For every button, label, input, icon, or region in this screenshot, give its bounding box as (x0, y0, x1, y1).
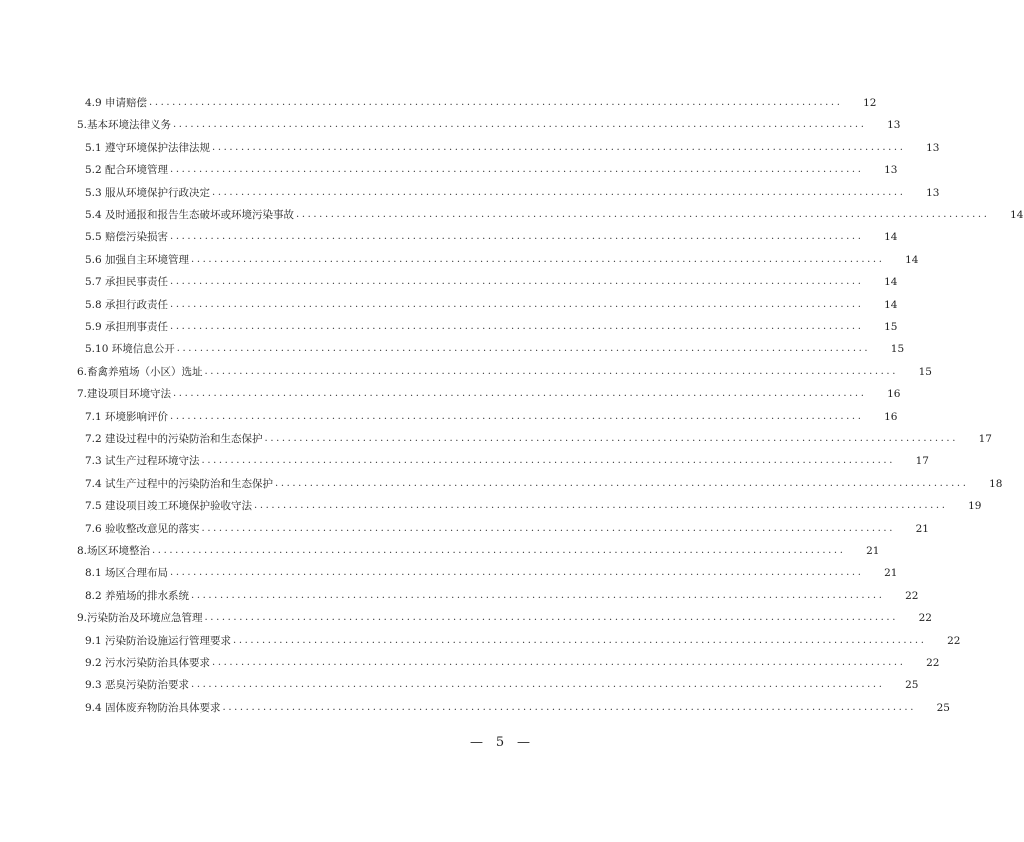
toc-entry-page: 14 (884, 298, 898, 311)
toc-entry-page: 13 (887, 119, 901, 132)
toc-entry-page: 14 (905, 253, 919, 266)
toc-dot-leader: ........................................................................................................................ (191, 589, 885, 601)
toc-dot-leader: ........................................................................................................................ (170, 410, 864, 422)
toc-entry-title: 6.畜禽养殖场（小区）选址 (77, 365, 203, 378)
toc-entry (0, 473, 1003, 491)
toc-entry-title: 5.5 赔偿污染损害 (85, 231, 169, 244)
toc-entry-page: 13 (884, 164, 898, 177)
toc-entry-page: 22 (947, 634, 961, 647)
toc-entry-title: 5.9 承担刑事责任 (85, 321, 169, 333)
toc-entry-title: 5.10 环境信息公开 (85, 343, 175, 356)
toc-entry (0, 450, 929, 468)
toc-entry (0, 316, 898, 334)
toc-dot-leader: ........................................................................................................................ (176, 343, 871, 355)
page-number: 5 (495, 735, 505, 750)
toc-dot-leader: ........................................................................................................................ (170, 298, 864, 310)
toc-entry-title: 5.1 遵守环境保护法律法规 (85, 141, 211, 154)
toc-entry-title: 7.2 建设过程中的污染防治和生态保护 (85, 433, 263, 445)
toc-entry-title: 5.6 加强自主环境管理 (85, 253, 190, 266)
toc-dot-leader: ........................................................................................................................ (222, 701, 916, 713)
toc-dot-leader: ........................................................................................................................ (173, 388, 867, 400)
toc-entry (0, 271, 898, 289)
toc-entry-title: 7.4 试生产过程中的污染防治和生态保护 (85, 477, 274, 490)
toc-dot-leader: ........................................................................................................................ (170, 567, 864, 579)
toc-entry-title: 9.2 污水污染防治具体要求 (85, 657, 211, 669)
toc-entry (0, 652, 940, 670)
toc-dot-leader: ........................................................................................................................ (191, 679, 885, 691)
toc-entry (0, 114, 901, 132)
toc-entry-page: 17 (915, 455, 929, 468)
toc-entry-title: 9.3 恶臭污染防治要求 (85, 679, 190, 692)
toc-dot-leader: ........................................................................................................................ (233, 634, 927, 646)
toc-dot-leader: ........................................................................................................................ (254, 500, 948, 512)
toc-entry (0, 674, 919, 692)
toc-dot-leader: ........................................................................................................................ (170, 164, 864, 176)
toc-entry-page: 22 (926, 657, 940, 669)
toc-entry-page: 14 (1010, 209, 1024, 221)
toc-entry (0, 607, 932, 625)
toc-entry (0, 585, 919, 603)
toc-entry-title: 7.6 验收整改意见的落实 (85, 522, 200, 535)
toc-entry (0, 518, 929, 536)
toc-entry-page: 25 (905, 679, 919, 692)
toc-entry-title: 4.9 申请赔偿 (85, 97, 148, 109)
toc-entry-title: 7.5 建设项目竣工环境保护验收守法 (85, 500, 253, 513)
toc-entry-title: 5.8 承担行政责任 (85, 298, 169, 311)
toc-entry-title: 5.基本环境法律义务 (77, 119, 172, 132)
toc-dot-leader: ........................................................................................................................ (170, 231, 864, 243)
toc-entry (0, 137, 940, 155)
toc-entry (0, 182, 940, 200)
toc-dot-leader: ........................................................................................................................ (212, 141, 906, 153)
toc-entry (0, 92, 877, 110)
toc-entry-title: 9.污染防治及环境应急管理 (77, 612, 203, 625)
toc-entry (0, 383, 901, 401)
toc-entry-title: 8.2 养殖场的排水系统 (85, 589, 190, 602)
toc-entry-title: 5.7 承担民事责任 (85, 276, 169, 289)
toc-entry (0, 249, 919, 267)
toc-entry-title: 5.4 及时通报和报告生态破坏或环境污染事故 (85, 209, 295, 221)
toc-entry (0, 338, 905, 356)
toc-entry (0, 361, 932, 379)
toc-entry-page: 17 (978, 433, 992, 445)
toc-dot-leader: ........................................................................................................................ (152, 545, 846, 556)
toc-entry-title: 9.1 污染防治设施运行管理要求 (85, 634, 232, 647)
toc-dot-leader: ........................................................................................................................ (173, 119, 867, 131)
toc-entry (0, 406, 898, 424)
toc-entry (0, 495, 982, 513)
toc-entry (0, 226, 898, 244)
toc-entry-title: 7.3 试生产过程环境守法 (85, 455, 200, 468)
toc-entry-title: 5.3 服从环境保护行政决定 (85, 186, 211, 199)
toc-entry-page: 21 (866, 545, 880, 557)
toc-dot-leader: ........................................................................................................................ (212, 186, 906, 198)
toc-dot-leader: ........................................................................................................................ (204, 365, 898, 377)
toc-entry (0, 697, 950, 715)
toc-entry-page: 14 (884, 231, 898, 244)
toc-entry-title: 5.2 配合环境管理 (85, 164, 169, 177)
toc-entry-page: 13 (926, 141, 940, 154)
toc-entry (0, 294, 898, 312)
toc-entry-page: 21 (915, 522, 929, 535)
toc-dot-leader: ........................................................................................................................ (275, 477, 969, 489)
toc-entry-page: 15 (890, 343, 905, 356)
toc-entry-title: 8.场区环境整治 (77, 545, 151, 557)
toc-dot-leader: ........................................................................................................................ (201, 455, 895, 467)
toc-entry-page: 22 (905, 589, 919, 602)
toc-entry-title: 8.1 场区合理布局 (85, 567, 169, 580)
toc-entry-title: 7.1 环境影响评价 (85, 410, 169, 423)
toc-entry-page: 14 (884, 276, 898, 289)
toc-dot-leader: ........................................................................................................................ (149, 97, 843, 108)
toc-entry-page: 13 (926, 186, 940, 199)
toc-entry (0, 562, 898, 580)
toc-dot-leader: ........................................................................................................................ (212, 657, 906, 668)
toc-entry-page: 15 (884, 321, 898, 333)
toc-dot-leader: ........................................................................................................................ (170, 321, 864, 332)
toc-entry (0, 204, 1024, 222)
toc-entry-page: 22 (918, 612, 932, 625)
toc-entry-page: 16 (884, 410, 898, 423)
toc-entry-page: 16 (887, 388, 901, 401)
toc-entry-page: 21 (884, 567, 898, 580)
toc-dot-leader: ........................................................................................................................ (201, 522, 895, 534)
toc-entry-title: 9.4 固体废弃物防治具体要求 (85, 701, 221, 714)
toc-entry-page: 18 (989, 477, 1003, 490)
toc-entry-title: 7.建设项目环境守法 (77, 388, 172, 401)
toc-entry (0, 159, 898, 177)
toc-dot-leader: ........................................................................................................................ (264, 433, 958, 444)
toc-entry (0, 540, 880, 558)
toc-dot-leader: ........................................................................................................................ (204, 612, 898, 624)
toc-dot-leader: ........................................................................................................................ (191, 253, 885, 265)
toc-entry-page: 15 (918, 365, 932, 378)
toc-entry-page: 12 (863, 97, 877, 109)
page-footer (470, 735, 530, 750)
toc-entry (0, 428, 992, 446)
toc-dot-leader: ........................................................................................................................ (170, 276, 864, 288)
toc-entry (0, 630, 961, 648)
toc-entry-page: 19 (968, 500, 982, 513)
footer-dash-left: — (470, 735, 483, 750)
toc-dot-leader: ........................................................................................................................ (296, 209, 990, 220)
footer-dash-right: — (517, 735, 530, 750)
toc-entry-page: 25 (936, 701, 950, 714)
